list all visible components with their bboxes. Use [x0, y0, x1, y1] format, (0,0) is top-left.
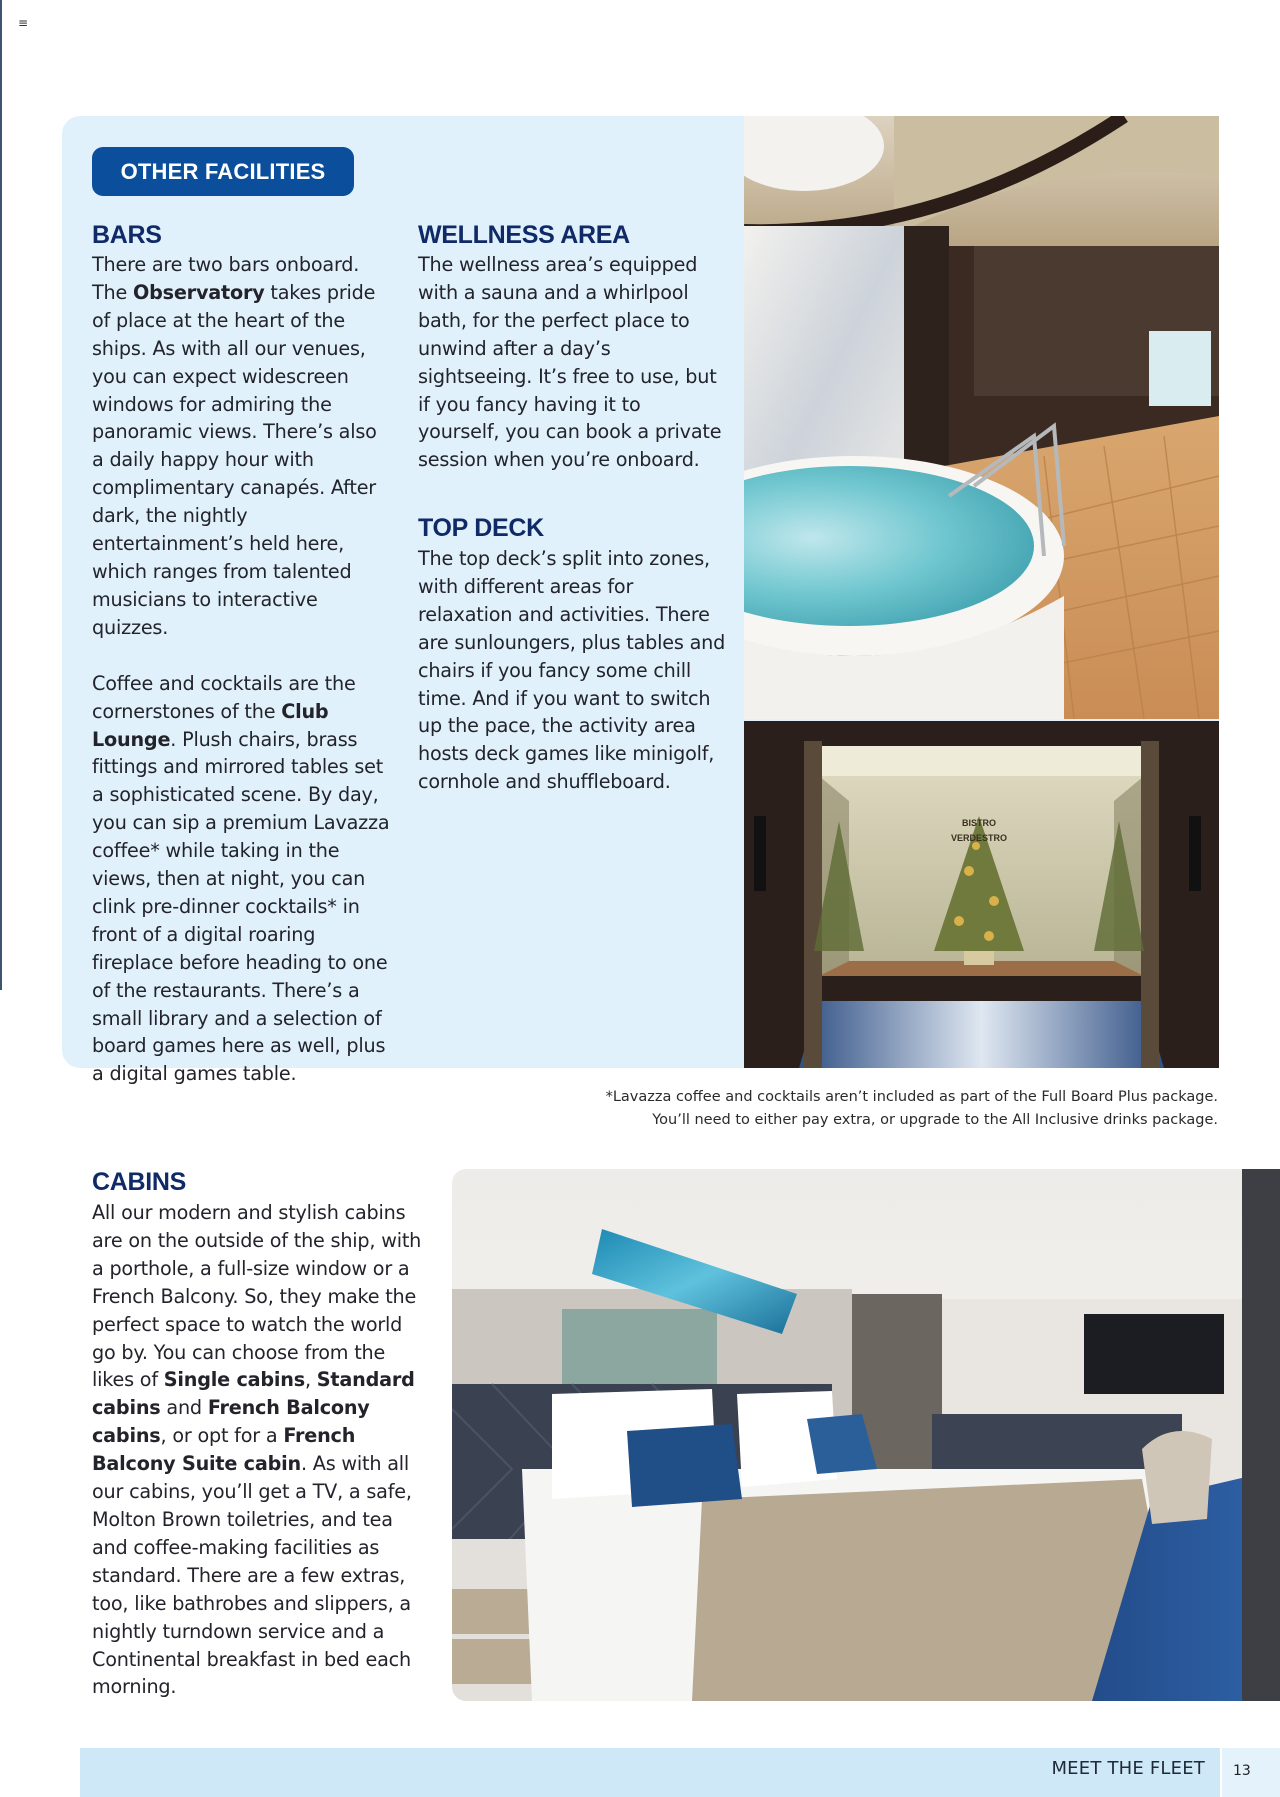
bold-text-run: French Balcony Suite cabin	[92, 1424, 356, 1476]
wellness-heading: WELLNESS AREA	[418, 221, 630, 249]
bold-text-run: French Balcony cabins	[92, 1396, 370, 1448]
text-run: . Plush chairs, brass fittings and mirrored tables set a sophisticated scene. By day, you can sip a premium Lavazza coffee* while taking in the views, then at night, you can clink pre-dinner cocktails* in front of a digital roaring fireplace before heading to one of the restaurants. There’s a small library and a selection of board games here as well, plus a digital games table.	[92, 727, 390, 1086]
bars-text	[92, 251, 392, 1088]
bold-text-run: Single cabins	[163, 1368, 305, 1392]
footer-section-label: MEET THE FLEET	[1051, 1758, 1205, 1779]
text-run: Coffee and cocktails are the cornerstones of the	[92, 671, 356, 723]
cabins-text	[92, 1199, 422, 1701]
text-run: takes pride of place at the heart of the ships. As with all our venues, you can expect widescreen windows for admiring the panoramic views. There’s also a daily happy hour with complimentary canapés. After dark, the nightly entertainment’s held here, which ranges from talented musicians to interactive quizzes.	[92, 280, 377, 639]
section-label-pill: OTHER FACILITIES	[92, 147, 354, 196]
text-run: All our modern and stylish cabins are on the outside of the ship, with a porthole, a full-size window or a French Balcony. So, they make the perfect space to watch the world go by. You can choose from the likes of	[92, 1201, 422, 1392]
footnote	[518, 1086, 1218, 1132]
bars-paragraph-2	[92, 670, 392, 1089]
cabins-heading: CABINS	[92, 1168, 187, 1196]
bold-text-run: Standard cabins	[92, 1368, 415, 1420]
top-deck-text: The top deck’s split into zones, with different areas for relaxation and activities. There are sunloungers, plus tables and chairs if you fancy some chill time. And if you want to switch up the pace, the activity area hosts deck games like minigolf, cornhole and shuffleboard.	[418, 547, 726, 794]
footer-bar	[80, 1748, 1220, 1797]
cabin-bedroom-photo	[452, 1169, 1280, 1701]
bistro-sign-line-2: VERDESTRO	[950, 833, 1008, 843]
bold-text-run: Club Lounge	[92, 699, 329, 751]
bold-text-run: Observatory	[133, 280, 265, 304]
footnote-line-2: You’ll need to either pay extra, or upgrade to the All Inclusive drinks package.	[652, 1112, 1218, 1128]
text-run: , or opt for a	[160, 1424, 284, 1448]
wellness-whirlpool-photo	[744, 116, 1219, 719]
cabins-paragraph	[92, 1199, 422, 1701]
page-number: 13	[1233, 1763, 1251, 1779]
wellness-text: The wellness area’s equipped with a sauna and a whirlpool bath, for the perfect place to unwind after a day’s sightseeing. It’s free to use, but if you fancy having it to yourself, you can book a private session when you’re onboard.	[418, 253, 722, 472]
menu-icon[interactable]: ≡	[18, 16, 29, 30]
text-run: ,	[304, 1368, 317, 1392]
text-run: . As with all our cabins, you’ll get a TV, a safe, Molton Brown toiletries, and tea and coffee-making facilities as standard. There are a few extras, too, like bathrobes and slippers, a nightly turndown service and a Continental breakfast in bed each morning.	[92, 1452, 412, 1699]
bistro-christmas-tree-photo	[744, 721, 1219, 1068]
footnote-line-1: *Lavazza coffee and cocktails aren’t included as part of the Full Board Plus package.	[605, 1089, 1218, 1105]
bars-paragraph-1	[92, 251, 392, 642]
bars-heading: BARS	[92, 221, 162, 249]
bistro-sign-line-1: BISTRO	[961, 818, 997, 828]
page-edge-line	[0, 0, 2, 990]
page-number-box	[1222, 1748, 1280, 1797]
top-deck-heading: TOP DECK	[418, 514, 544, 542]
text-run: There are two bars onboard. The	[92, 253, 360, 304]
text-run: and	[160, 1396, 208, 1420]
